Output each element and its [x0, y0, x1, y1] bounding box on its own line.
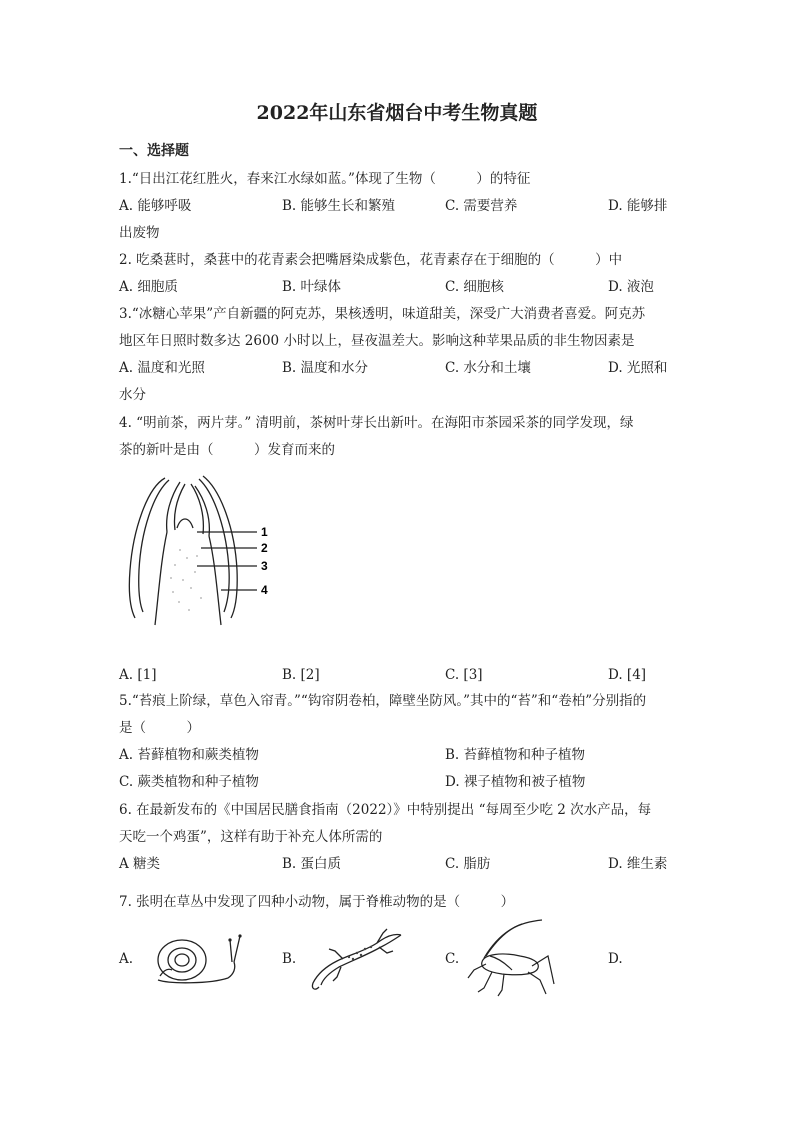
q7-option-c: C. [445, 951, 460, 967]
q1-stem: 1.“日出江花红胜火，春来江水绿如蓝。”体现了生物（ ）的特征 [119, 171, 531, 187]
diagram-label-2: 2 [261, 541, 268, 555]
snail-image [150, 928, 245, 988]
q6-option-c: C. 脂肪 [445, 856, 491, 872]
q7-option-b: B. [282, 951, 297, 967]
q5-option-b: B. 苔藓植物和种子植物 [445, 747, 586, 763]
q7-option-a: A. [119, 951, 134, 967]
q2-option-d: D. 液泡 [608, 279, 654, 295]
q1-option-c: C. 需要营养 [445, 198, 518, 214]
q7-stem: 7. 张明在草丛中发现了四种小动物，属于脊椎动物的是（ ） [119, 894, 515, 910]
section-heading: 一、选择题 [119, 143, 189, 159]
q5-option-d: D. 裸子植物和被子植物 [445, 774, 586, 790]
q3-option-c: C. 水分和土壤 [445, 360, 531, 376]
cricket-image [462, 918, 557, 998]
q1-option-d: D. 能够排 [608, 198, 668, 214]
q6-stem-line1: 6. 在最新发布的《中国居民膳食指南（2022）》中特别提出 “每周至少吃 2 次水产品，每 [119, 802, 652, 818]
q1-option-a: A. 能够呼吸 [119, 198, 192, 214]
q6-option-a: A 糖类 [119, 856, 161, 872]
q6-option-d: D. 维生素 [608, 856, 668, 872]
q4-option-d: D. [4] [608, 667, 647, 683]
page-title: 2022年山东省烟台中考生物真题 [256, 102, 538, 124]
diagram-label-3: 3 [261, 559, 268, 573]
q3-option-d-cont: 水分 [119, 387, 146, 403]
q4-option-a: A. [1] [119, 667, 157, 683]
q3-option-d: D. 光照和 [608, 360, 668, 376]
q4-stem-line1: 4. “明前茶，两片芽。” 清明前，茶树叶芽长出新叶。在海阳市茶园采茶的同学发现，绿 [119, 415, 634, 431]
q5-option-c: C. 蕨类植物和种子植物 [119, 774, 259, 790]
q5-stem-line1: 5.“苔痕上阶绿，草色入帘青。”“钩帘阴卷柏，障壁坐防风。”其中的“苔”和“卷柏”分别指的 [119, 693, 647, 709]
q4-option-c: C. [3] [445, 667, 483, 683]
leaf-bud-diagram [125, 470, 285, 635]
q5-option-a: A. 苔藓植物和蕨类植物 [119, 747, 259, 763]
q1-option-b: B. 能够生长和繁殖 [282, 198, 396, 214]
q3-option-b: B. 温度和水分 [282, 360, 369, 376]
q7-option-d: D. [608, 951, 623, 967]
q2-option-c: C. 细胞核 [445, 279, 504, 295]
q3-stem-line2: 地区年日照时数多达 2600 小时以上，昼夜温差大。影响这种苹果品质的非生物因素是 [119, 333, 635, 349]
q5-stem-line2: 是（ ） [119, 720, 200, 736]
q6-stem-line2: 天吃一个鸡蛋”，这样有助于补充人体所需的 [119, 829, 383, 845]
diagram-label-1: 1 [261, 525, 268, 539]
diagram-label-4: 4 [261, 583, 268, 597]
q4-option-b: B. [2] [282, 667, 320, 683]
q2-option-a: A. 细胞质 [119, 279, 178, 295]
q1-option-d-cont: 出废物 [119, 225, 160, 241]
lizard-image [305, 925, 405, 997]
q3-option-a: A. 温度和光照 [119, 360, 205, 376]
q3-stem-line1: 3.“冰糖心苹果”产自新疆的阿克苏，果核透明，味道甜美，深受广大消费者喜爱。阿克苏 [119, 306, 646, 322]
q6-option-b: B. 蛋白质 [282, 856, 342, 872]
q2-stem: 2. 吃桑葚时，桑葚中的花青素会把嘴唇染成紫色，花青素存在于细胞的（ ）中 [119, 252, 623, 268]
q4-stem-line2: 茶的新叶是由（ ）发育而来的 [119, 442, 335, 458]
q2-option-b: B. 叶绿体 [282, 279, 342, 295]
